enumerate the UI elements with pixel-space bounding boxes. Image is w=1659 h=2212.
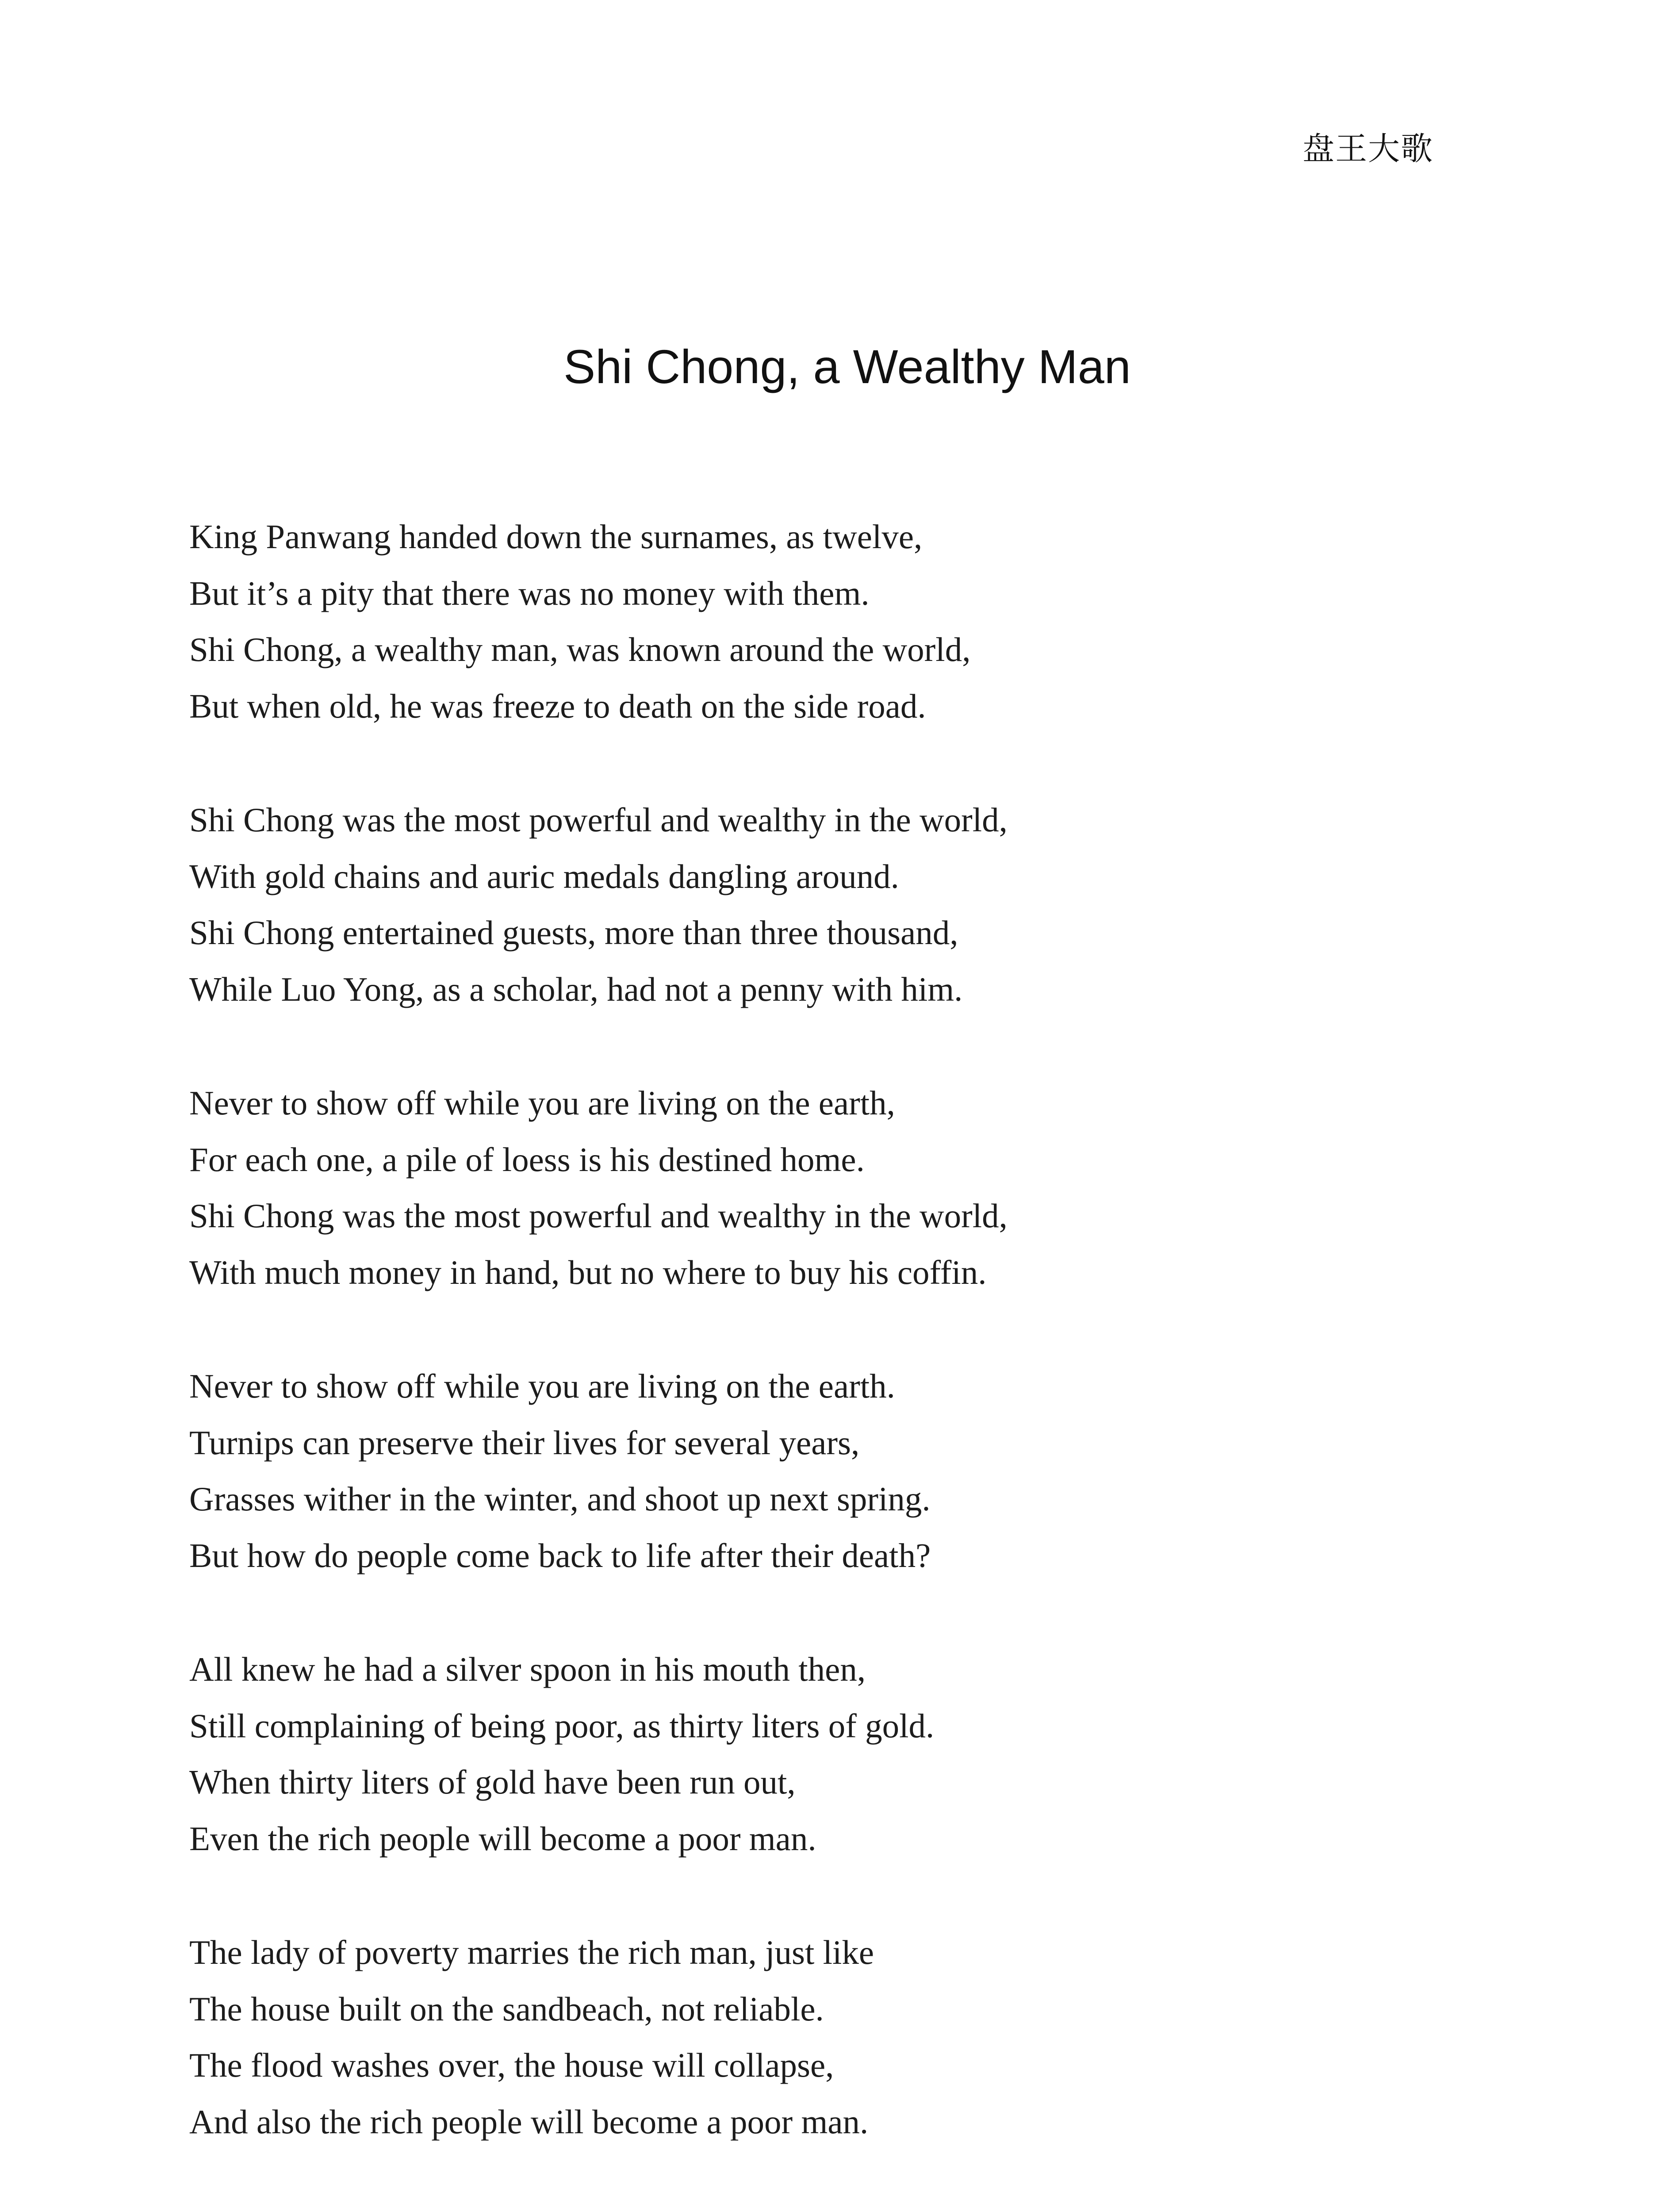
poem-line: But when old, he was freeze to death on the side road. — [189, 687, 926, 725]
poem-line: Grasses wither in the winter, and shoot up next spring. — [189, 1480, 931, 1518]
poem-line: And also the rich people will become a poor man. — [189, 2102, 869, 2141]
poem-line: While Luo Yong, as a scholar, had not a penny with him. — [189, 970, 963, 1008]
stanza — [189, 1924, 1383, 2150]
poem-body — [189, 509, 1383, 2208]
poem-line: Shi Chong was the most powerful and wealthy in the world, — [189, 801, 1008, 839]
poem-line: The flood washes over, the house will collapse, — [189, 2046, 834, 2084]
poem-line: All knew he had a silver spoon in his mouth then, — [189, 1650, 866, 1688]
poem-line: King Panwang handed down the surnames, as twelve, — [189, 518, 923, 556]
poem-line: Shi Chong entertained guests, more than three thousand, — [189, 914, 958, 952]
poem-line: Never to show off while you are living on the earth. — [189, 1367, 895, 1405]
poem-line: Even the rich people will become a poor man. — [189, 1819, 816, 1858]
stanza — [189, 1075, 1383, 1301]
poem-title: Shi Chong, a Wealthy Man — [563, 340, 1131, 393]
poem-line: With much money in hand, but no where to buy his coffin. — [189, 1253, 987, 1291]
stanza — [189, 1358, 1383, 1584]
stanza — [189, 509, 1383, 734]
poem-line: Turnips can preserve their lives for several years, — [189, 1423, 860, 1462]
poem-line: For each one, a pile of loess is his destined home. — [189, 1140, 865, 1179]
poem-line: Shi Chong, a wealthy man, was known around the world, — [189, 630, 971, 668]
poem-line: Never to show off while you are living on the earth, — [189, 1084, 895, 1122]
poem-line: The house built on the sandbeach, not reliable. — [189, 1989, 824, 2028]
poem-line: But it’s a pity that there was no money with them. — [189, 574, 870, 612]
poem-line: Shi Chong was the most powerful and wealthy in the world, — [189, 1197, 1008, 1235]
stanza — [189, 792, 1383, 1018]
poem-line: The lady of poverty marries the rich man, just like — [189, 1933, 874, 1971]
poem-line: When thirty liters of gold have been run out, — [189, 1763, 796, 1801]
poem-line: With gold chains and auric medals dangling around. — [189, 857, 899, 895]
running-header: 盘王大歌 — [1302, 130, 1433, 167]
stanza — [189, 1641, 1383, 1867]
poem-line: But how do people come back to life after their death? — [189, 1536, 931, 1575]
poem-line: Still complaining of being poor, as thirty liters of gold. — [189, 1706, 935, 1745]
